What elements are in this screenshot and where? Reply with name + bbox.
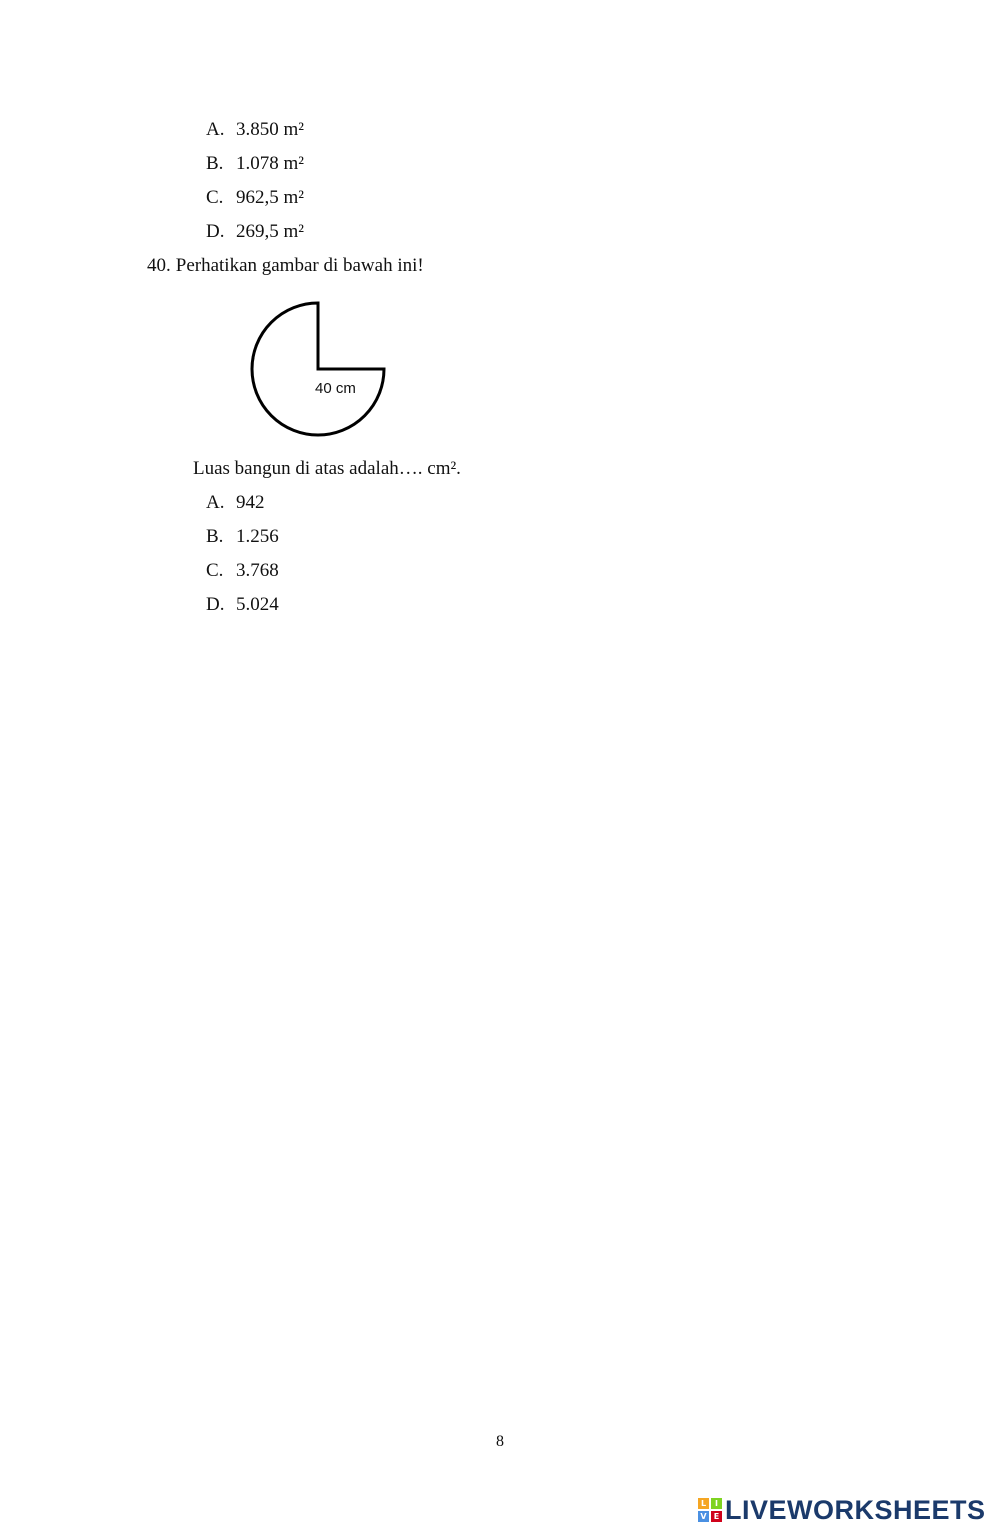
- question-40-heading: [147, 255, 424, 277]
- option-text: 1.078 m²: [236, 153, 304, 174]
- option-text: 1.256: [236, 526, 279, 547]
- three-quarter-circle-figure: [236, 297, 392, 447]
- option-letter: D.: [206, 594, 225, 615]
- option-b: [206, 153, 304, 175]
- option-letter: C.: [206, 560, 224, 581]
- option-d: [206, 221, 304, 243]
- logo-cell: E: [711, 1511, 722, 1522]
- option-letter: A.: [206, 119, 225, 140]
- answer-option-d: [206, 594, 279, 616]
- option-text: 962,5 m²: [236, 187, 304, 208]
- logo-cell: V: [698, 1511, 709, 1522]
- option-letter: B.: [206, 153, 224, 174]
- option-text: 3.768: [236, 560, 279, 581]
- option-letter: D.: [206, 221, 225, 242]
- option-letter: C.: [206, 187, 224, 208]
- option-text: 942: [236, 492, 265, 513]
- question-number: 40.: [147, 255, 171, 276]
- option-text: 5.024: [236, 594, 279, 615]
- answer-option-a: [206, 492, 265, 514]
- option-c: [206, 187, 304, 209]
- option-letter: B.: [206, 526, 224, 547]
- question-text: Luas bangun di atas adalah…. cm².: [193, 458, 461, 479]
- option-letter: A.: [206, 492, 225, 513]
- liveworksheets-watermark: [698, 1493, 986, 1527]
- logo-cell: I: [711, 1498, 722, 1509]
- question-prompt: Perhatikan gambar di bawah ini!: [175, 255, 424, 276]
- option-text: 3.850 m²: [236, 119, 304, 140]
- option-text: 269,5 m²: [236, 221, 304, 242]
- figure-outline: [252, 303, 384, 435]
- logo-cell: L: [698, 1498, 709, 1509]
- answer-option-b: [206, 526, 279, 548]
- liveworksheets-logo-icon: [698, 1498, 722, 1522]
- watermark-text: LIVEWORKSHEETS: [725, 1494, 986, 1525]
- answer-option-c: [206, 560, 279, 582]
- radius-label: 40 cm: [315, 380, 356, 397]
- option-a: [206, 119, 304, 141]
- page-number: 8: [496, 1433, 504, 1450]
